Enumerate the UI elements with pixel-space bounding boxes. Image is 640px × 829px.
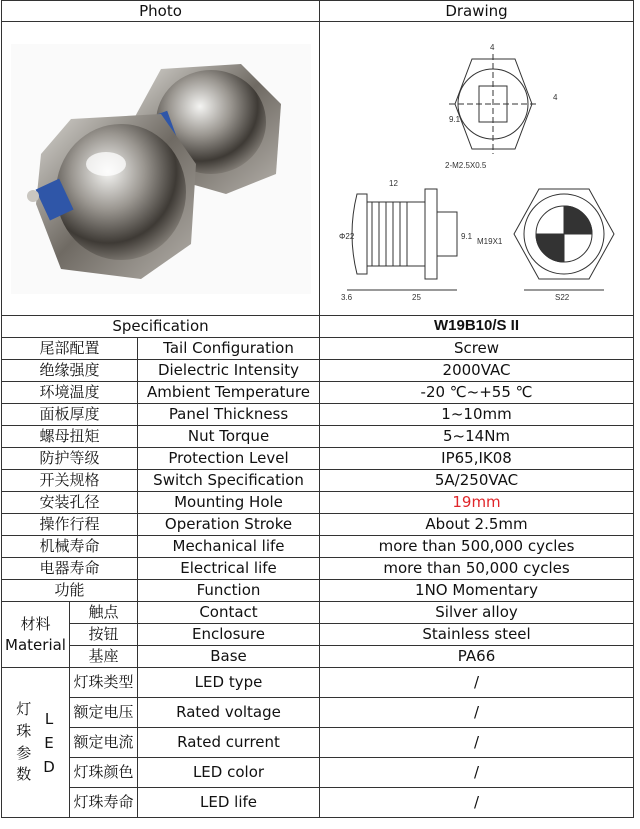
switch-photo-image (11, 44, 311, 294)
dim-base-a: 3.6 (340, 292, 352, 302)
spec-value: / (320, 728, 634, 758)
dim-top-b: 4 (552, 92, 557, 102)
spec-label-en: Function (138, 580, 320, 602)
spec-value: Screw (320, 338, 634, 360)
dim-top-h: 9.1 (448, 114, 460, 124)
spec-label-en: Protection Level (138, 448, 320, 470)
spec-value: / (320, 668, 634, 698)
spec-table (1, 0, 634, 818)
spec-label-en: LED type (138, 668, 320, 698)
led-group-zh-2: 珠 (16, 721, 32, 740)
spec-label-en: Mechanical life (138, 536, 320, 558)
spec-label-zh: 螺母扭矩 (2, 426, 138, 448)
spec-label-zh: 灯珠寿命 (70, 788, 138, 818)
spec-row (2, 492, 634, 514)
spec-value: 1NO Momentary (320, 580, 634, 602)
spec-label-zh: 额定电流 (70, 728, 138, 758)
spec-row (2, 426, 634, 448)
dim-base-b: 25 (411, 292, 421, 302)
product-photo (11, 44, 311, 294)
led-group-zh-1: 灯 (16, 700, 32, 718)
technical-drawing (327, 24, 627, 314)
led-row (2, 698, 634, 728)
spec-label-zh: 额定电压 (70, 698, 138, 728)
spec-label-zh: 按钮 (70, 624, 138, 646)
spec-title: Specification (2, 316, 320, 338)
led-group-label (2, 668, 70, 818)
led-group-zh-3: 参 (16, 743, 32, 762)
led-row (2, 668, 634, 698)
led-group-en-2: E (44, 733, 54, 752)
dim-side-len: 12 (388, 178, 398, 188)
spec-label-en: Nut Torque (138, 426, 320, 448)
dim-hex: S22 (554, 292, 569, 302)
spec-label-en: Mounting Hole (138, 492, 320, 514)
photo-header: Photo (2, 1, 320, 22)
spec-label-en: Contact (138, 602, 320, 624)
spec-label-en: LED color (138, 758, 320, 788)
spec-label-en: Operation Stroke (138, 514, 320, 536)
spec-label-en: Dielectric Intensity (138, 360, 320, 382)
spec-label-zh: 开关规格 (2, 470, 138, 492)
spec-label-en: Tail Configuration (138, 338, 320, 360)
dimension-drawing (327, 24, 627, 314)
spec-value: Silver alloy (320, 602, 634, 624)
spec-label-zh: 操作行程 (2, 514, 138, 536)
spec-row (2, 470, 634, 492)
spec-label-en: Ambient Temperature (138, 382, 320, 404)
model-number: W19B10/S II (320, 316, 634, 338)
material-group-zh: 材料 (20, 615, 51, 634)
led-row (2, 728, 634, 758)
spec-row (2, 536, 634, 558)
drawing-cell (320, 22, 634, 316)
spec-value: About 2.5mm (320, 514, 634, 536)
spec-row (2, 514, 634, 536)
material-row (2, 646, 634, 668)
spec-value: more than 500,000 cycles (320, 536, 634, 558)
spec-label-zh: 面板厚度 (2, 404, 138, 426)
spec-label-en: Enclosure (138, 624, 320, 646)
spec-value: / (320, 788, 634, 818)
spec-label-zh: 功能 (2, 580, 138, 602)
spec-value: / (320, 758, 634, 788)
spec-value: 1~10mm (320, 404, 634, 426)
spec-row (2, 404, 634, 426)
spec-label-zh: 基座 (70, 646, 138, 668)
spec-label-en: Base (138, 646, 320, 668)
spec-label-zh: 防护等级 (2, 448, 138, 470)
material-row (2, 624, 634, 646)
material-row (2, 602, 634, 624)
spec-value-highlight: 19mm (320, 492, 634, 514)
drawing-header: Drawing (320, 1, 634, 22)
spec-label-zh: 触点 (70, 602, 138, 624)
spec-label-zh: 绝缘强度 (2, 360, 138, 382)
material-group-label (2, 602, 70, 668)
led-row (2, 788, 634, 818)
dim-thread: M19X1 (476, 236, 502, 246)
led-group-en-1: L (44, 709, 54, 728)
spec-value: -20 ℃~+55 ℃ (320, 382, 634, 404)
spec-label-zh: 安装孔径 (2, 492, 138, 514)
spec-label-en: Rated current (138, 728, 320, 758)
spec-value: 5~14Nm (320, 426, 634, 448)
spec-value: 5A/250VAC (320, 470, 634, 492)
dim-side-h: 9.1 (460, 231, 472, 241)
spec-label-en: Electrical life (138, 558, 320, 580)
spec-label-zh: 尾部配置 (2, 338, 138, 360)
spec-value: / (320, 698, 634, 728)
spec-label-en: LED life (138, 788, 320, 818)
spec-value: Stainless steel (320, 624, 634, 646)
led-row (2, 758, 634, 788)
spec-label-en: Switch Specification (138, 470, 320, 492)
spec-label-zh: 灯珠颜色 (70, 758, 138, 788)
spec-row (2, 558, 634, 580)
spec-row (2, 360, 634, 382)
dim-top-a: 4 (489, 42, 494, 52)
spec-label-zh: 环境温度 (2, 382, 138, 404)
spec-label-zh: 电器寿命 (2, 558, 138, 580)
spec-label-en: Rated voltage (138, 698, 320, 728)
spec-row (2, 448, 634, 470)
spec-row (2, 382, 634, 404)
spec-row (2, 338, 634, 360)
led-group-en-3: D (43, 757, 55, 776)
spec-label-en: Panel Thickness (138, 404, 320, 426)
spec-value: more than 50,000 cycles (320, 558, 634, 580)
spec-row (2, 580, 634, 602)
photo-cell (2, 22, 320, 316)
spec-value: PA66 (320, 646, 634, 668)
spec-value: 2000VAC (320, 360, 634, 382)
spec-label-zh: 机械寿命 (2, 536, 138, 558)
dim-dia: Φ22 (338, 231, 354, 241)
led-group-zh-4: 数 (16, 765, 32, 784)
spec-value: IP65,IK08 (320, 448, 634, 470)
dim-thread-note: 2-M2.5X0.5 (444, 160, 486, 170)
spec-label-zh: 灯珠类型 (70, 668, 138, 698)
material-group-en: Material (5, 635, 66, 654)
